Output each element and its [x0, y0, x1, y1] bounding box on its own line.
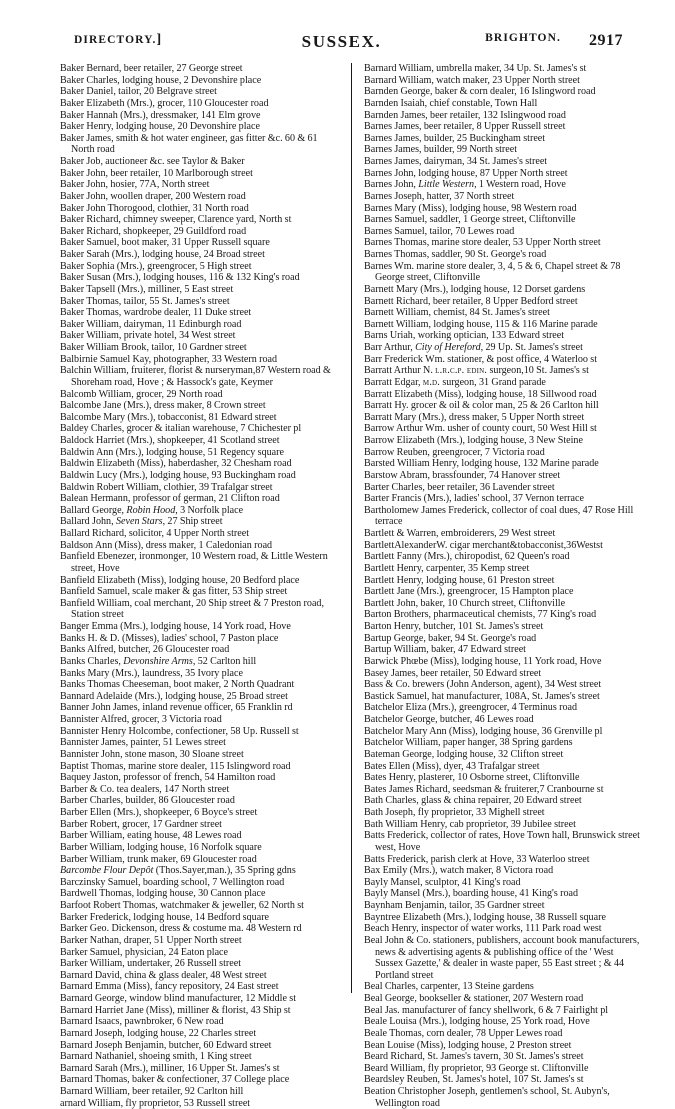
directory-entry: Barfoot Robert Thomas, watchmaker & jeweller, 62 North st: [60, 900, 304, 911]
directory-entry: Barnett William, chemist, 84 St. James's street: [364, 307, 550, 319]
directory-entry: Barrow Arthur Wm. usher of county court, 50 West Hill st: [364, 423, 597, 435]
directory-columns: [60, 63, 640, 1109]
running-head-bracket: ]: [156, 32, 163, 47]
directory-entry: Baker William, private hotel, 34 West street: [60, 330, 236, 342]
directory-entry: Baker Richard, chimney sweeper, Clarence yard, North st: [60, 214, 292, 226]
directory-entry: Barber Charles, builder, 86 Gloucester road: [60, 795, 235, 807]
directory-entry: Barnes Mary (Miss), lodging house, 98 Western road: [364, 202, 577, 214]
directory-entry: Bartlett Fanny (Mrs.), chiropodist, 62 Queen's road: [364, 551, 570, 563]
directory-entry: Baker Sophia (Mrs.), greengrocer, 5 High street: [60, 260, 252, 272]
directory-entry: Bannister John, stone mason, 30 Sloane street: [60, 748, 244, 760]
directory-entry: Beation Christopher Joseph, gentlemen's school, St. Aubyn's, Wellington road: [364, 1086, 610, 1109]
directory-entry: Bastick Samuel, hat manufacturer, 108A, St. James's street: [364, 690, 600, 702]
page-number: 2917: [589, 32, 623, 49]
directory-entry: Balcombe Mary (Mrs.), tobacconist, 81 Edward street: [60, 411, 277, 423]
directory-entry: Barnard Sarah (Mrs.), milliner, 16 Upper St. James's st: [60, 1062, 280, 1074]
directory-entry: Banks Mary (Mrs.), laundress, 35 Ivory place: [60, 667, 243, 679]
directory-entry: Baker John, hosier, 77A, North street: [60, 179, 210, 191]
directory-entry: Barnard Emma (Miss), fancy repository, 24 East street: [60, 981, 279, 993]
directory-entry: Barnard William, beer retailer, 92 Carlton hill: [60, 1086, 244, 1097]
running-head: [60, 32, 623, 58]
directory-entry: Batts Frederick, collector of rates, Hove Town hall, Brunswick street west, Hove: [364, 830, 640, 853]
directory-entry: Bannister Alfred, grocer, 3 Victoria road: [60, 714, 222, 725]
directory-entry: Barber William, lodging house, 16 Norfolk square: [60, 841, 262, 853]
directory-entry: Bath Charles, glass & china repairer, 20 Edward street: [364, 795, 582, 807]
directory-entry: Barratt Hy. grocer & oil & color man, 25 & 26 Carlton hill: [364, 400, 599, 412]
directory-entry: Baker Elizabeth (Mrs.), grocer, 110 Gloucester road: [60, 97, 269, 109]
directory-entry: Batchelor George, butcher, 46 Lewes road: [364, 714, 534, 725]
directory-entry: Barnett Mary (Mrs.), lodging house, 12 Dorset gardens: [364, 283, 586, 295]
directory-entry: Banks Alfred, butcher, 26 Gloucester road: [60, 644, 230, 656]
directory-entry: Beal Jas. manufacturer of fancy shellwork, 6 & 7 Fairlight pl: [364, 1004, 609, 1016]
directory-entry: Bartlett John, baker, 10 Church street, Cliftonville: [364, 597, 566, 609]
directory-entry: Barratt Edgar, m.d. surgeon, 31 Grand parade: [364, 376, 546, 388]
directory-entry: Banfield Ebenezer, ironmonger, 10 Western road, & Little Western street, Hove: [60, 551, 328, 574]
directory-entry: Barker Nathan, draper, 51 Upper North street: [60, 934, 242, 946]
directory-entry: Barnes Samuel, saddler, 1 George street, Cliftonville: [364, 214, 576, 226]
directory-entry: Beale Louisa (Mrs.), lodging house, 25 York road, Hove: [364, 1016, 590, 1028]
directory-entry: Barratt Elizabeth (Miss), lodging house, 18 Sillwood road: [364, 388, 597, 400]
directory-entry: Barker William, undertaker, 26 Russell street: [60, 958, 242, 970]
directory-entry: Baptist Thomas, marine store dealer, 115 Islingword road: [60, 760, 291, 772]
directory-entry: Ballard John, Seven Stars, 27 Ship street: [60, 516, 223, 528]
directory-entry: Barr Frederick Wm. stationer, & post office, 4 Waterloo st: [364, 353, 598, 365]
directory-entry: Bartlett & Warren, embroiderers, 29 West street: [364, 528, 556, 539]
directory-entry: Barnard Thomas, baker & confectioner, 37 College place: [60, 1074, 290, 1086]
directory-entry: Baker John, woollen draper, 200 Western road: [60, 190, 246, 202]
directory-entry: Barnes Thomas, saddler, 90 St. George's road: [364, 249, 547, 260]
directory-entry: Banfield William, coal merchant, 20 Ship street & 7 Preston road, Station street: [60, 597, 324, 621]
directory-entry: Barnes Samuel, tailor, 70 Lewes road: [364, 225, 515, 237]
directory-entry: Barnard Nathaniel, shoeing smith, 1 King street: [60, 1051, 252, 1063]
directory-entry: Baker Hannah (Mrs.), dressmaker, 141 Elm grove: [60, 109, 261, 121]
running-head-town: BRIGHTON.: [485, 32, 561, 44]
directory-entry: Barter Francis (Mrs.), ladies' school, 37 Vernon terrace: [364, 493, 584, 505]
directory-entry: Bartup George, baker, 94 St. George's road: [364, 632, 537, 644]
directory-entry: Barrow Reuben, greengrocer, 7 Victoria road: [364, 446, 545, 458]
directory-column-left: [60, 63, 343, 1109]
establishment-name: Little Western: [418, 179, 475, 191]
directory-entry: Bardwell Thomas, lodging house, 30 Cannon place: [60, 888, 266, 900]
directory-entry: Barnes James, builder, 99 North street: [364, 144, 518, 156]
directory-entry: Bean Louise (Miss), lodging house, 2 Preston street: [364, 1039, 572, 1051]
directory-entry: Barber Robert, grocer, 17 Gardner street: [60, 818, 222, 830]
directory-entry: Baynham Benjamin, tailor, 35 Gardner street: [364, 900, 545, 911]
directory-entry: Barnes John, lodging house, 87 Upper North street: [364, 167, 568, 179]
directory-column-right: [362, 63, 641, 1109]
directory-entry: Bartlett Henry, lodging house, 61 Preston street: [364, 574, 555, 586]
directory-entry: Beal George, bookseller & stationer, 207 Western road: [364, 993, 584, 1004]
directory-entry: Bass & Co. brewers (John Anderson, agent), 34 West street: [364, 679, 602, 691]
directory-entry: Bayly Mansel (Mrs.), boarding house, 41 King's road: [364, 888, 579, 900]
directory-entry: Beardsley Reuben, St. James's hotel, 107 St. James's st: [364, 1074, 584, 1086]
directory-entry: Ballard George, Robin Hood, 3 Norfolk place: [60, 504, 244, 516]
directory-entry: Banger Emma (Mrs.), lodging house, 14 York road, Hove: [60, 621, 291, 632]
directory-entry: Basey James, beer retailer, 50 Edward street: [364, 667, 542, 679]
directory-entry: Barnett Richard, beer retailer, 8 Upper Bedford street: [364, 295, 578, 307]
directory-entry: Beard Richard, St. James's tavern, 30 St. James's street: [364, 1051, 584, 1063]
directory-entry: Barnes Joseph, hatter, 37 North street: [364, 190, 515, 202]
directory-entry: Baker Thomas, tailor, 55 St. James's street: [60, 295, 230, 307]
directory-entry: Barnes James, beer retailer, 8 Upper Russell street: [364, 121, 566, 133]
directory-entry: Barratt Arthur N. l.r.c.p. edin. surgeon,10 St. James's st: [364, 365, 589, 377]
directory-entry: Baker Bernard, beer retailer, 27 George street: [60, 63, 243, 74]
directory-entry: Baldwin Elizabeth (Miss), haberdasher, 32 Chesham road: [60, 458, 292, 470]
directory-entry: Barczinsky Samuel, boarding school, 7 Wellington road: [60, 876, 285, 888]
directory-entry: Baldwin Lucy (Mrs.), lodging house, 93 Buckingham road: [60, 469, 296, 481]
directory-entry: Bartup William, baker, 47 Edward street: [364, 644, 526, 656]
directory-entry: Barnard Joseph Benjamin, butcher, 60 Edward street: [60, 1039, 272, 1051]
directory-entry: Baker Thomas, wardrobe dealer, 11 Duke street: [60, 307, 252, 319]
directory-entry: Beard William, fly proprietor, 93 George st. Cliftonville: [364, 1062, 589, 1074]
directory-entry: Batts Frederick, parish clerk at Hove, 33 Waterloo street: [364, 853, 590, 865]
directory-entry: Barnes Thomas, marine store dealer, 53 Upper North street: [364, 237, 601, 249]
directory-entry: Baker John Thorogood, clothier, 31 North road: [60, 202, 249, 214]
directory-entry: Barnard William, umbrella maker, 34 Up. St. James's st: [364, 63, 587, 74]
directory-entry: Beal John & Co. stationers, publishers, account book manufacturers, news & advertising agents & publishing office of the ' West Sussex Gazette,' & dealer in waste paper, 55 East street ; & 44 Portland street: [364, 934, 640, 981]
directory-entry: Barton Henry, butcher, 101 St. James's street: [364, 621, 544, 632]
directory-entry: Baker James, smith & hot water engineer, gas fitter &c. 60 & 61 North road: [60, 132, 318, 156]
directory-entry: Barber & Co. tea dealers, 147 North street: [60, 783, 230, 795]
directory-entry: Baker Tapsell (Mrs.), milliner, 5 East street: [60, 283, 234, 295]
directory-entry: Baker Job, auctioneer &c. see Taylor & Baker: [60, 156, 245, 167]
qualification-abbreviation: m.d.: [422, 376, 441, 388]
directory-entry: Baldson Ann (Miss), dress maker, 1 Caledonian road: [60, 539, 273, 551]
directory-entry: Barnard William, watch maker, 23 Upper North street: [364, 74, 580, 86]
directory-entry: Barter Charles, beer retailer, 36 Lavender street: [364, 481, 555, 493]
directory-entry: arnard William, fly proprietor, 53 Russell street: [60, 1097, 251, 1109]
directory-entry: Barnard Harriet Jane (Miss), milliner & florist, 43 Ship st: [60, 1004, 291, 1016]
directory-entry: Balean Hermann, professor of german, 21 Clifton road: [60, 493, 280, 505]
directory-entry: Barns Uriah, working optician, 133 Edward street: [364, 330, 565, 342]
directory-entry: Bateman George, lodging house, 32 Clifton street: [364, 748, 564, 760]
establishment-name: City of Hereford: [415, 342, 481, 353]
directory-entry: Bath William Henry, cab proprietor, 39 Jubilee street: [364, 818, 576, 830]
directory-entry: Beach Henry, inspector of water works, 111 Park road west: [364, 923, 602, 935]
directory-entry: Baldwin Ann (Mrs.), lodging house, 51 Regency square: [60, 446, 284, 458]
directory-entry: Baker Susan (Mrs.), lodging houses, 116 & 132 King's road: [60, 272, 300, 284]
directory-entry: Batchelor Mary Ann (Miss), lodging house, 36 Grenville pl: [364, 725, 603, 737]
directory-entry: Banks H. & D. (Misses), ladies' school, 7 Paston place: [60, 632, 279, 644]
directory-entry: Balcombe Jane (Mrs.), dress maker, 8 Crown street: [60, 400, 266, 412]
directory-entry: Beale Thomas, corn dealer, 78 Upper Lewes road: [364, 1027, 563, 1039]
directory-entry: Bartlett Jane (Mrs.), greengrocer, 15 Hampton place: [364, 586, 574, 598]
directory-entry: Banks Thomas Cheeseman, boot maker, 2 North Quadrant: [60, 679, 295, 691]
qualification-abbreviation: l.r.c.p. edin.: [435, 365, 488, 377]
directory-entry: Banfield Elizabeth (Miss), lodging house, 20 Bedford place: [60, 574, 300, 586]
directory-entry: Baldwin Robert William, clothier, 39 Trafalgar street: [60, 481, 273, 493]
directory-entry: Barker Frederick, lodging house, 14 Bedford square: [60, 911, 270, 923]
directory-entry: Barnard David, china & glass dealer, 48 West street: [60, 969, 267, 981]
directory-entry: Barnes James, dairyman, 34 St. James's street: [364, 156, 548, 167]
directory-entry: Barber William, trunk maker, 69 Gloucester road: [60, 853, 257, 865]
directory-entry: Balbirnie Samuel Kay, photographer, 33 Western road: [60, 353, 278, 365]
directory-entry: Bax Emily (Mrs.), watch maker, 8 Victora road: [364, 865, 554, 877]
directory-entry: Bayly Mansel, sculptor, 41 King's road: [364, 876, 521, 888]
directory-entry: Bath Joseph, fly proprietor, 33 Mighell street: [364, 807, 545, 818]
establishment-name: Robin Hood: [126, 504, 176, 516]
directory-entry: Banner John James, inland revenue officer, 65 Franklin rd: [60, 702, 293, 714]
directory-entry: Barnden James, beer retailer, 132 Islingwood road: [364, 109, 566, 121]
directory-entry: Bartholomew James Frederick, collector of coal dues, 47 Rose Hill terrace: [364, 504, 634, 528]
establishment-name: Barcombe Flour Depôt: [60, 865, 154, 877]
directory-entry: Barnes Wm. marine store dealer, 3, 4, 5 & 6, Chapel street & 78 George street, Cliftonville: [364, 260, 621, 284]
directory-entry: Barnard Isaacs, pawnbroker, 6 New road: [60, 1016, 224, 1028]
directory-entry: Baker Charles, lodging house, 2 Devonshire place: [60, 74, 262, 86]
directory-entry: Bates Henry, plasterer, 10 Osborne street, Cliftonville: [364, 772, 580, 784]
directory-entry: Barwick Phœbe (Miss), lodging house, 11 York road, Hove: [364, 655, 602, 667]
directory-entry: Baker John, beer retailer, 10 Marlborough street: [60, 167, 253, 179]
directory-entry: Barber William, eating house, 48 Lewes road: [60, 830, 242, 842]
directory-entry: Bates Ellen (Miss), dyer, 43 Trafalgar street: [364, 760, 540, 772]
directory-entry: Balchin William, fruiterer, florist & nurseryman,87 Western road & Shoreham road, Hove ; & Hassock's gate, Keymer: [60, 365, 331, 388]
directory-entry: Bannister Henry Holcombe, confectioner, 58 Up. Russell st: [60, 725, 299, 737]
directory-entry: Barstow Abram, brassfounder, 74 Hanover street: [364, 469, 561, 481]
directory-entry: Barnes James, builder, 25 Buckingham street: [364, 132, 546, 144]
directory-entry: Barrow Elizabeth (Mrs.), lodging house, 3 New Steine: [364, 435, 583, 446]
directory-entry: Batchelor Eliza (Mrs.), greengrocer, 4 Terminus road: [364, 702, 578, 714]
directory-entry: Baker Richard, shopkeeper, 29 Guildford road: [60, 225, 247, 237]
directory-entry: Balcomb William, grocer, 29 North road: [60, 388, 223, 400]
directory-entry: Barnett William, lodging house, 115 & 116 Marine parade: [364, 318, 598, 330]
directory-entry: Barcombe Flour Depôt (Thos.Sayer,man.), 35 Spring gdns: [60, 865, 296, 877]
directory-entry: Barber Ellen (Mrs.), shopkeeper, 6 Boyce's street: [60, 807, 258, 818]
running-head-left-label: DIRECTORY.: [74, 34, 157, 46]
directory-entry: Banfield Samuel, scale maker & gas fitter, 53 Ship street: [60, 586, 288, 598]
column-divider-rule: [351, 63, 352, 993]
directory-entry: Barton Brothers, pharmaceutical chemists, 77 King's road: [364, 609, 597, 621]
directory-entry: Barr Arthur, City of Hereford, 29 Up. St. James's street: [364, 342, 583, 353]
directory-entry: Barker Samuel, physician, 24 Eaton place: [60, 946, 229, 958]
directory-entry: Barnard Joseph, lodging house, 22 Charles street: [60, 1027, 257, 1039]
directory-entry: Baker Daniel, tailor, 20 Belgrave street: [60, 86, 217, 98]
directory-entry: Bannister James, painter, 51 Lewes street: [60, 737, 226, 749]
directory-entry: Batchelor William, paper hanger, 38 Spring gardens: [364, 737, 573, 749]
directory-entry: Beal Charles, carpenter, 13 Steine gardens: [364, 981, 534, 993]
directory-entry: Bannard Adelaide (Mrs.), lodging house, 25 Broad street: [60, 690, 288, 702]
directory-entry: Banks Charles, Devonshire Arms, 52 Carlton hill: [60, 655, 257, 667]
directory-entry: Bartlett Henry, carpenter, 35 Kemp street: [364, 562, 530, 574]
directory-entry: Barnden George, baker & corn dealer, 16 Islingword road: [364, 86, 596, 98]
directory-entry: Baldey Charles, grocer & italian warehouse, 7 Chichester pl: [60, 423, 302, 435]
directory-entry: Barsted William Henry, lodging house, 132 Marine parade: [364, 458, 599, 470]
directory-entry: Baquey Jaston, professor of french, 54 Hamilton road: [60, 772, 276, 784]
directory-entry: Bates James Richard, seedsman & fruiterer,7 Cranbourne st: [364, 783, 604, 795]
directory-entry: Barnes John, Little Western, 1 Western road, Hove: [364, 179, 566, 191]
establishment-name: Seven Stars: [115, 516, 163, 528]
directory-entry: Baldock Harriet (Mrs.), shopkeeper, 41 Scotland street: [60, 435, 280, 446]
running-head-county: SUSSEX.: [301, 32, 382, 51]
directory-entry: Baker Sarah (Mrs.), lodging house, 24 Broad street: [60, 249, 265, 260]
directory-entry: Barker Geo. Dickenson, dress & costume ma. 48 Western rd: [60, 923, 302, 935]
directory-entry: Baker Samuel, boot maker, 31 Upper Russell square: [60, 237, 270, 249]
directory-entry: Baker Henry, lodging house, 20 Devonshire place: [60, 121, 260, 133]
directory-entry: Baker William, dairyman, 11 Edinburgh road: [60, 318, 242, 330]
directory-entry: Baker William Brook, tailor, 10 Gardner street: [60, 342, 247, 353]
directory-entry: BartlettAlexanderW. cigar merchant&tobacconist,36Westst: [364, 539, 603, 551]
directory-entry: Barnard George, window blind manufacturer, 12 Middle st: [60, 993, 296, 1004]
directory-entry: Ballard Richard, solicitor, 4 Upper North street: [60, 528, 250, 539]
establishment-name: Devonshire Arms: [123, 655, 193, 667]
directory-entry: Barnden Isaiah, chief constable, Town Hall: [364, 97, 538, 109]
directory-entry: Bayntree Elizabeth (Mrs.), lodging house, 38 Russell square: [364, 911, 606, 923]
directory-entry: Barratt Mary (Mrs.), dress maker, 5 Upper North street: [364, 411, 585, 423]
